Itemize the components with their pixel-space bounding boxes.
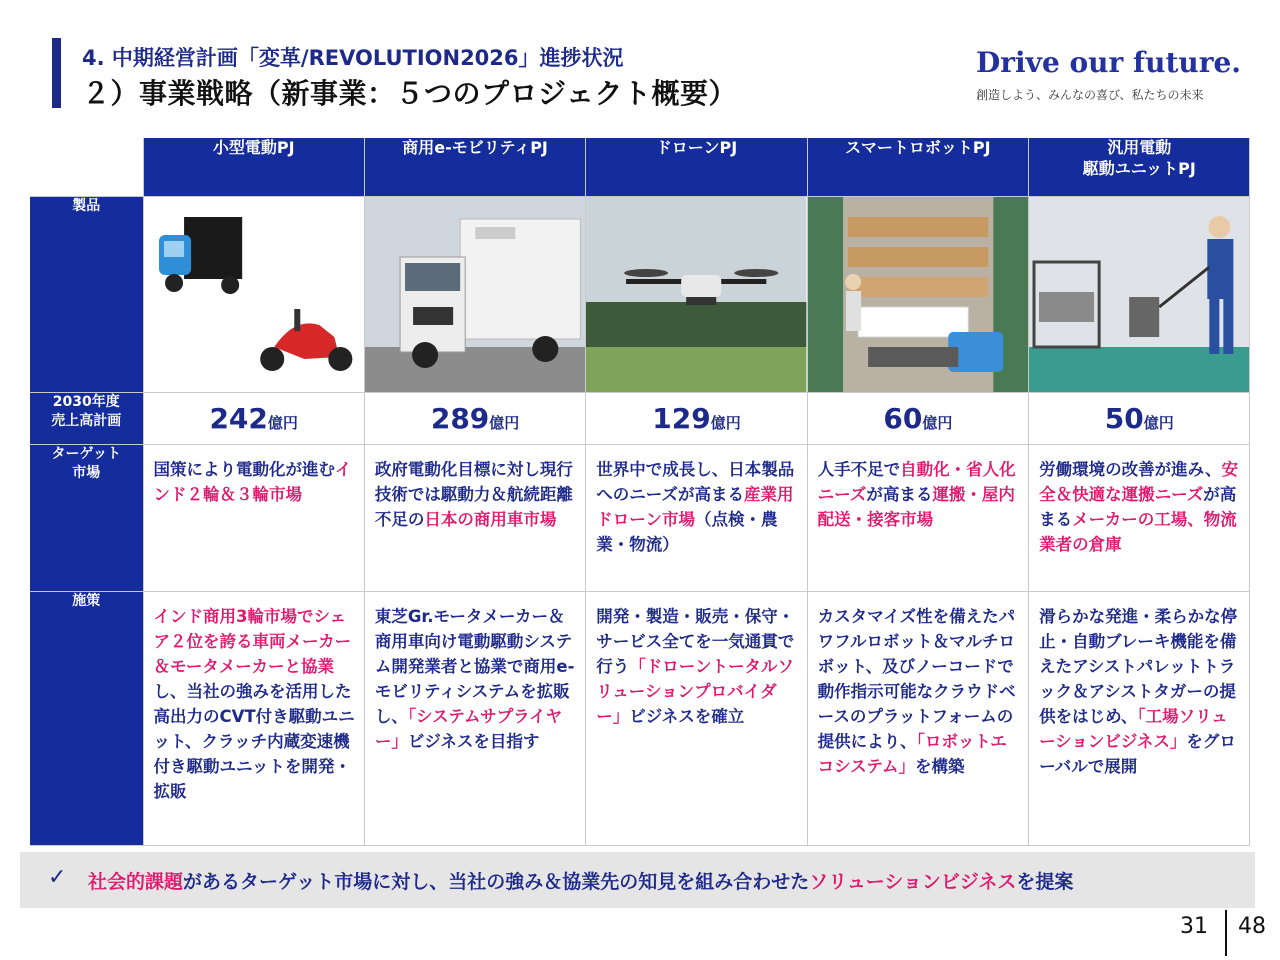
check-icon: ✓ bbox=[48, 865, 67, 890]
brand-tagline: 創造しよう、みんなの喜び、私たちの未来 bbox=[976, 88, 1204, 102]
policy-text-2: 開発・製造・販売・保守・サービス全てを一気通貫で行う「ドローントータルソリューションプロバイダー」ビジネスを確立 bbox=[586, 591, 807, 845]
section-subtitle: 4. 中期経営計画「変革/REVOLUTION2026」進捗状況 bbox=[82, 46, 624, 70]
policy-text-3: カスタマイズ性を備えたパワフルロボット＆マルチロボット、及びノーコードで動作指示可能なクラウドベースのプラットフォームの提供により、「ロボットエコシステム」を構築 bbox=[807, 591, 1028, 845]
title-accent-bar bbox=[52, 38, 61, 108]
table-corner bbox=[30, 138, 143, 196]
sales-row bbox=[30, 392, 1250, 444]
project-header-3: スマートロボットPJ bbox=[807, 138, 1028, 196]
sales-value-1: 289億円 bbox=[364, 392, 585, 444]
project-header-4: 汎用電動 駆動ユニットPJ bbox=[1029, 138, 1250, 196]
market-row bbox=[30, 444, 1250, 591]
project-table bbox=[30, 138, 1250, 846]
policy-text-0: インド商用3輪市場でシェア２位を誇る車両メーカー＆モータメーカーと協業し、当社の強みを活用した高出力のCVT付き駆動ユニット、クラッチ内蔵変速機付き駆動ユニットを開発・拡販 bbox=[143, 591, 364, 845]
market-text-0: 国策により電動化が進むインド２輪＆３輪市場 bbox=[143, 444, 364, 591]
sales-value-0: 242億円 bbox=[143, 392, 364, 444]
product-image-4 bbox=[1029, 197, 1249, 392]
summary-text: 社会的課題があるターゲット市場に対し、当社の強み＆協業先の知見を組み合わせたソリューションビジネスを提案 bbox=[88, 871, 1074, 893]
policy-text-4: 滑らかな発進・柔らかな停止・自動ブレーキ機能を備えたアシストパレットトラック＆アシストタガーの提供をはじめ、「工場ソリューションビジネス」をグローバルで展開 bbox=[1029, 591, 1250, 845]
sales-value-4: 50億円 bbox=[1029, 392, 1250, 444]
policy-text-1: 東芝Gr.モータメーカー＆商用車向け電動駆動システム開発業者と協業で商用e-モビリティシステムを拡販し、「システムサプライヤー」ビジネスを目指す bbox=[364, 591, 585, 845]
product-image-cell-0 bbox=[143, 196, 364, 392]
product-image-2 bbox=[586, 197, 806, 392]
project-header-2: ドローンPJ bbox=[586, 138, 807, 196]
brand-slogan: Drive our future. bbox=[976, 46, 1242, 79]
policy-row bbox=[30, 591, 1250, 845]
project-header-row bbox=[30, 138, 1250, 196]
row-header-market: ターゲット 市場 bbox=[30, 444, 143, 591]
page-title: ２）事業戦略（新事業：５つのプロジェクト概要） bbox=[82, 77, 737, 110]
project-header-0: 小型電動PJ bbox=[143, 138, 364, 196]
market-text-4: 労働環境の改善が進み、安全＆快適な運搬ニーズが高まるメーカーの工場、物流業者の倉庫 bbox=[1029, 444, 1250, 591]
project-header-1: 商用e-モビリティPJ bbox=[364, 138, 585, 196]
page-number-divider bbox=[1225, 910, 1227, 956]
product-image-1 bbox=[365, 197, 585, 392]
product-image-cell-3 bbox=[807, 196, 1028, 392]
product-image-3 bbox=[808, 197, 1028, 392]
summary-band bbox=[20, 852, 1255, 908]
row-header-sales: 2030年度 売上高計画 bbox=[30, 392, 143, 444]
row-header-policy: 施策 bbox=[30, 591, 143, 845]
market-text-3: 人手不足で自動化・省人化ニーズが高まる運搬・屋内配送・接客市場 bbox=[807, 444, 1028, 591]
row-header-product: 製品 bbox=[30, 196, 143, 392]
market-text-2: 世界中で成長し、日本製品へのニーズが高まる産業用ドローン市場（点検・農業・物流） bbox=[586, 444, 807, 591]
product-image-0 bbox=[144, 197, 364, 392]
product-image-cell-4 bbox=[1029, 196, 1250, 392]
product-image-cell-2 bbox=[586, 196, 807, 392]
market-text-1: 政府電動化目標に対し現行技術では駆動力＆航続距離不足の日本の商用車市場 bbox=[364, 444, 585, 591]
product-row bbox=[30, 196, 1250, 392]
page-number-current: 31 bbox=[1180, 914, 1208, 939]
sales-value-2: 129億円 bbox=[586, 392, 807, 444]
page-number-total: 48 bbox=[1238, 914, 1266, 939]
sales-value-3: 60億円 bbox=[807, 392, 1028, 444]
product-image-cell-1 bbox=[364, 196, 585, 392]
